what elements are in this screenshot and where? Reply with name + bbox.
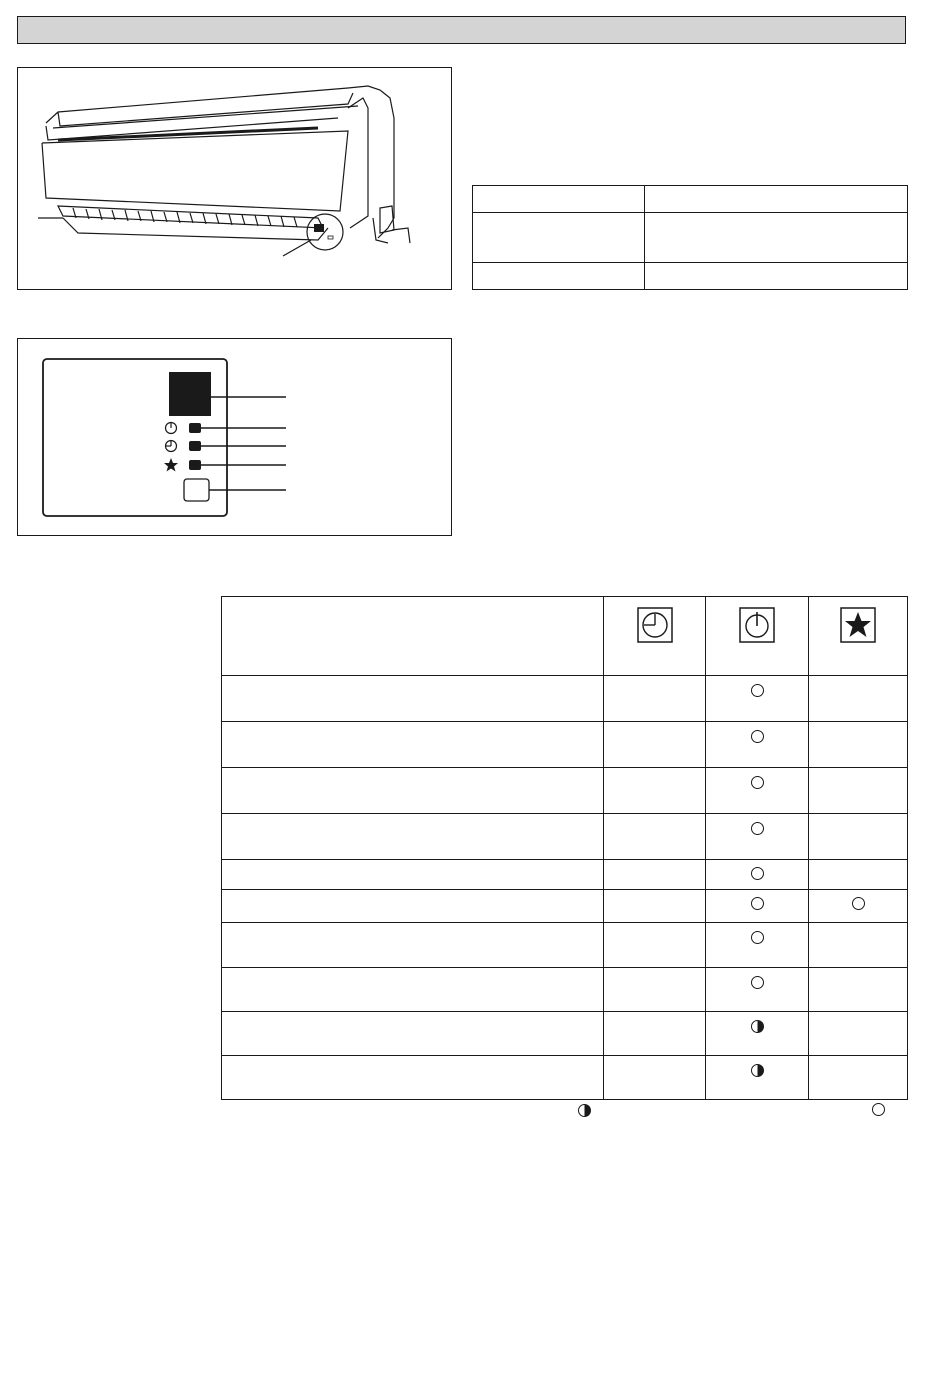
power-state-cell — [706, 814, 809, 860]
spec-label — [473, 213, 645, 263]
star-icon — [840, 607, 876, 643]
timer-state-cell — [604, 890, 706, 923]
star-state-cell — [809, 860, 908, 890]
indoor-unit-figure — [17, 67, 452, 290]
open-circle-icon — [751, 931, 764, 944]
indicator-row-label — [222, 1056, 604, 1100]
section-header-bar — [17, 16, 906, 44]
timer-state-cell — [604, 968, 706, 1012]
indicator-row-label — [222, 676, 604, 722]
open-circle-icon — [751, 730, 764, 743]
indicator-panel-drawing — [18, 339, 451, 535]
table-row — [473, 186, 908, 213]
power-state-cell — [706, 968, 809, 1012]
timer-state-cell — [604, 722, 706, 768]
table-row — [222, 890, 908, 923]
half-filled-circle-icon — [751, 1020, 764, 1033]
indicator-table — [221, 596, 908, 1100]
display-window-icon — [314, 224, 324, 232]
open-circle-icon — [852, 897, 865, 910]
spec-label — [473, 263, 645, 290]
star-state-cell — [809, 814, 908, 860]
star-state-cell — [809, 1056, 908, 1100]
power-icon — [739, 607, 775, 643]
spec-value — [645, 213, 908, 263]
table-row — [222, 923, 908, 968]
open-circle-icon — [872, 1103, 885, 1116]
power-led — [189, 423, 201, 433]
spec-label — [473, 186, 645, 213]
power-state-cell — [706, 722, 809, 768]
indicator-header-row — [222, 597, 908, 676]
timer-column-header — [604, 597, 706, 676]
star-state-cell — [809, 722, 908, 768]
timer-state-cell — [604, 1056, 706, 1100]
display-screen — [169, 372, 211, 416]
star-state-cell — [809, 1012, 908, 1056]
timer-state-cell — [604, 923, 706, 968]
timer-state-cell — [604, 768, 706, 814]
table-row — [222, 1056, 908, 1100]
indicator-row-label — [222, 722, 604, 768]
power-state-cell — [706, 923, 809, 968]
timer-icon — [637, 607, 673, 643]
star-state-cell — [809, 768, 908, 814]
timer-icon — [166, 441, 177, 452]
star-led — [189, 460, 201, 470]
power-state-cell — [706, 768, 809, 814]
power-state-cell — [706, 1056, 809, 1100]
indicator-row-label — [222, 860, 604, 890]
signal-receiver — [184, 479, 209, 501]
table-row — [222, 860, 908, 890]
power-state-cell — [706, 676, 809, 722]
table-row — [473, 263, 908, 290]
indoor-unit-drawing — [18, 68, 451, 289]
open-circle-icon — [751, 976, 764, 989]
table-row — [222, 814, 908, 860]
timer-state-cell — [604, 1012, 706, 1056]
indicator-row-label — [222, 968, 604, 1012]
half-filled-circle-icon — [751, 1064, 764, 1077]
indicator-row-label — [222, 1012, 604, 1056]
table-row — [222, 768, 908, 814]
table-row — [222, 722, 908, 768]
timer-state-cell — [604, 814, 706, 860]
timer-led — [189, 441, 201, 451]
open-circle-icon — [751, 684, 764, 697]
timer-state-cell — [604, 860, 706, 890]
half-filled-circle-icon — [578, 1104, 591, 1117]
spec-table — [472, 185, 908, 290]
indicator-row-label — [222, 768, 604, 814]
spec-value — [645, 263, 908, 290]
open-circle-icon — [751, 822, 764, 835]
star-state-cell — [809, 923, 908, 968]
table-row — [222, 676, 908, 722]
open-circle-icon — [751, 897, 764, 910]
spec-value — [645, 186, 908, 213]
indicator-row-label — [222, 890, 604, 923]
table-row — [473, 213, 908, 263]
table-row — [222, 1012, 908, 1056]
star-column-header — [809, 597, 908, 676]
indicator-panel-figure — [17, 338, 452, 536]
star-state-cell — [809, 676, 908, 722]
timer-state-cell — [604, 676, 706, 722]
power-state-cell — [706, 860, 809, 890]
table-row — [222, 968, 908, 1012]
power-state-cell — [706, 890, 809, 923]
open-circle-icon — [751, 776, 764, 789]
open-circle-icon — [751, 867, 764, 880]
star-state-cell — [809, 890, 908, 923]
power-icon — [166, 422, 177, 434]
indicator-row-label — [222, 923, 604, 968]
power-state-cell — [706, 1012, 809, 1056]
star-icon — [164, 458, 178, 472]
indicator-row-label — [222, 814, 604, 860]
power-column-header — [706, 597, 809, 676]
star-state-cell — [809, 968, 908, 1012]
indicator-header-label — [222, 597, 604, 676]
